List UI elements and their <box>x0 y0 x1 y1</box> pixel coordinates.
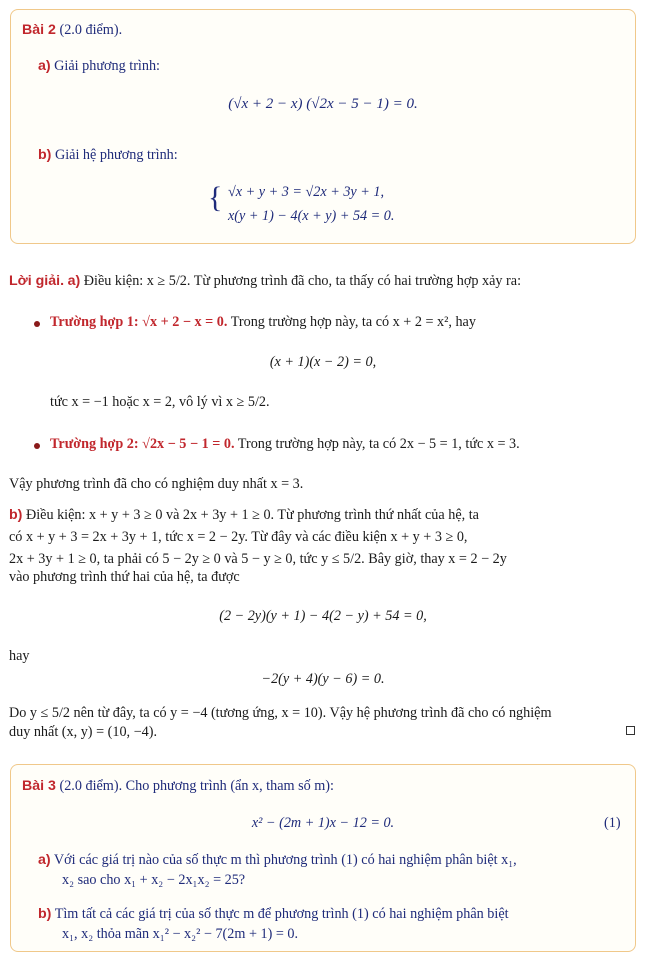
solution-b-label: b) <box>9 507 23 523</box>
problem-2a-label: a) <box>38 58 51 74</box>
solution-b-text-1: Điều kiện: x + y + 3 ≥ 0 và 2x + 3y + 1 ≥ 0. Từ phương trình thứ nhất của hệ, ta <box>25 507 479 523</box>
problem-2-label: Bài 2 <box>22 22 56 38</box>
solution-intro <box>9 273 521 290</box>
solution-b-line-6: duy nhất (x, y) = (10, −4). <box>9 724 157 740</box>
word-hay: hay <box>9 648 30 664</box>
problem-2-points: (2.0 điểm). <box>59 22 123 38</box>
problem-3-heading <box>22 778 334 795</box>
system-brace: { <box>208 181 223 214</box>
bullet-icon <box>34 443 40 449</box>
case-1-title: Trường hợp 1: √x + 2 − x = 0. <box>50 314 228 330</box>
problem-3b-text-1: Tìm tất cả các giá trị của số thực m để phương trình (1) có hai nghiệm phân biệt <box>54 906 509 922</box>
case-1 <box>50 314 476 331</box>
solution-b-line-5: Do y ≤ 5/2 nên từ đây, ta có y = −4 (tương ứng, x = 10). Vậy hệ phương trình đã cho có nghiệm <box>9 705 552 721</box>
problem-3-label: Bài 3 <box>22 778 56 794</box>
problem-3b-line-2: x₁, x₂ thỏa mãn x₁² − x₂² − 7(2m + 1) = 0. <box>62 926 299 942</box>
problem-3-equation: x² − (2m + 1)x − 12 = 0. <box>251 815 395 831</box>
problem-3a-line-2: x₂ sao cho x₁ + x₂ − 2x₁x₂ = 25? <box>62 872 246 888</box>
case-1-text: Trong trường hợp này, ta có x + 2 = x², hay <box>230 314 476 330</box>
problem-2b-eq1: √x + y + 3 = √2x + 3y + 1, <box>228 184 385 200</box>
problem-3a-line-1 <box>38 852 517 869</box>
problem-3-points: (2.0 điểm). <box>59 778 123 794</box>
problem-3-intro: Cho phương trình (ẩn x, tham số m): <box>125 778 334 794</box>
qed-square-icon <box>626 726 635 735</box>
case-1-equation: (x + 1)(x − 2) = 0, <box>269 354 377 370</box>
solution-a-label: a) <box>67 273 81 289</box>
case-2 <box>50 436 520 453</box>
problem-2a <box>38 58 160 75</box>
problem-2-heading <box>22 22 122 39</box>
solution-b-line-3: 2x + 3y + 1 ≥ 0, ta phải có 5 − 2y ≥ 0 và 5 − y ≥ 0, tức y ≤ 5/2. Bây giờ, thay x = 2 − 2y <box>9 551 507 567</box>
case-1-conclusion: tức x = −1 hoặc x = 2, vô lý vì x ≥ 5/2. <box>50 394 270 410</box>
solution-b-line-1 <box>9 507 479 524</box>
problem-3a-text-1: Với các giá trị nào của số thực m thì phương trình (1) có hai nghiệm phân biệt x₁, <box>53 852 517 868</box>
bullet-icon <box>34 321 40 327</box>
problem-2a-text: Giải phương trình: <box>54 58 160 74</box>
problem-2b <box>38 147 178 164</box>
problem-3b-label: b) <box>38 906 52 922</box>
solution-b-line-2: có x + y + 3 = 2x + 3y + 1, tức x = 2 − 2y. Từ đây và các điều kiện x + y + 3 ≥ 0, <box>9 529 468 545</box>
problem-2a-equation: (√x + 2 − x) (√2x − 5 − 1) = 0. <box>228 96 418 112</box>
case-2-title: Trường hợp 2: √2x − 5 − 1 = 0. <box>50 436 235 452</box>
solution-a-conclusion: Vậy phương trình đã cho có nghiệm duy nhất x = 3. <box>9 476 304 492</box>
solution-b-line-4: vào phương trình thứ hai của hệ, ta được <box>9 569 240 585</box>
problem-2b-eq2: x(y + 1) − 4(x + y) + 54 = 0. <box>228 208 395 224</box>
solution-b-equation-1: (2 − 2y)(y + 1) − 4(2 − y) + 54 = 0, <box>219 608 427 624</box>
problem-3-eq-number: (1) <box>604 815 621 831</box>
solution-b-equation-2: −2(y + 4)(y − 6) = 0. <box>261 671 385 687</box>
solution-label: Lời giải. <box>9 273 65 289</box>
problem-3a-label: a) <box>38 852 51 868</box>
solution-a-intro: Điều kiện: x ≥ 5/2. Từ phương trình đã cho, ta thấy có hai trường hợp xảy ra: <box>83 273 522 289</box>
problem-2b-text: Giải hệ phương trình: <box>54 147 178 163</box>
case-2-text: Trong trường hợp này, ta có 2x − 5 = 1, tức x = 3. <box>237 436 520 452</box>
problem-3b-line-1 <box>38 906 509 923</box>
problem-2b-label: b) <box>38 147 52 163</box>
